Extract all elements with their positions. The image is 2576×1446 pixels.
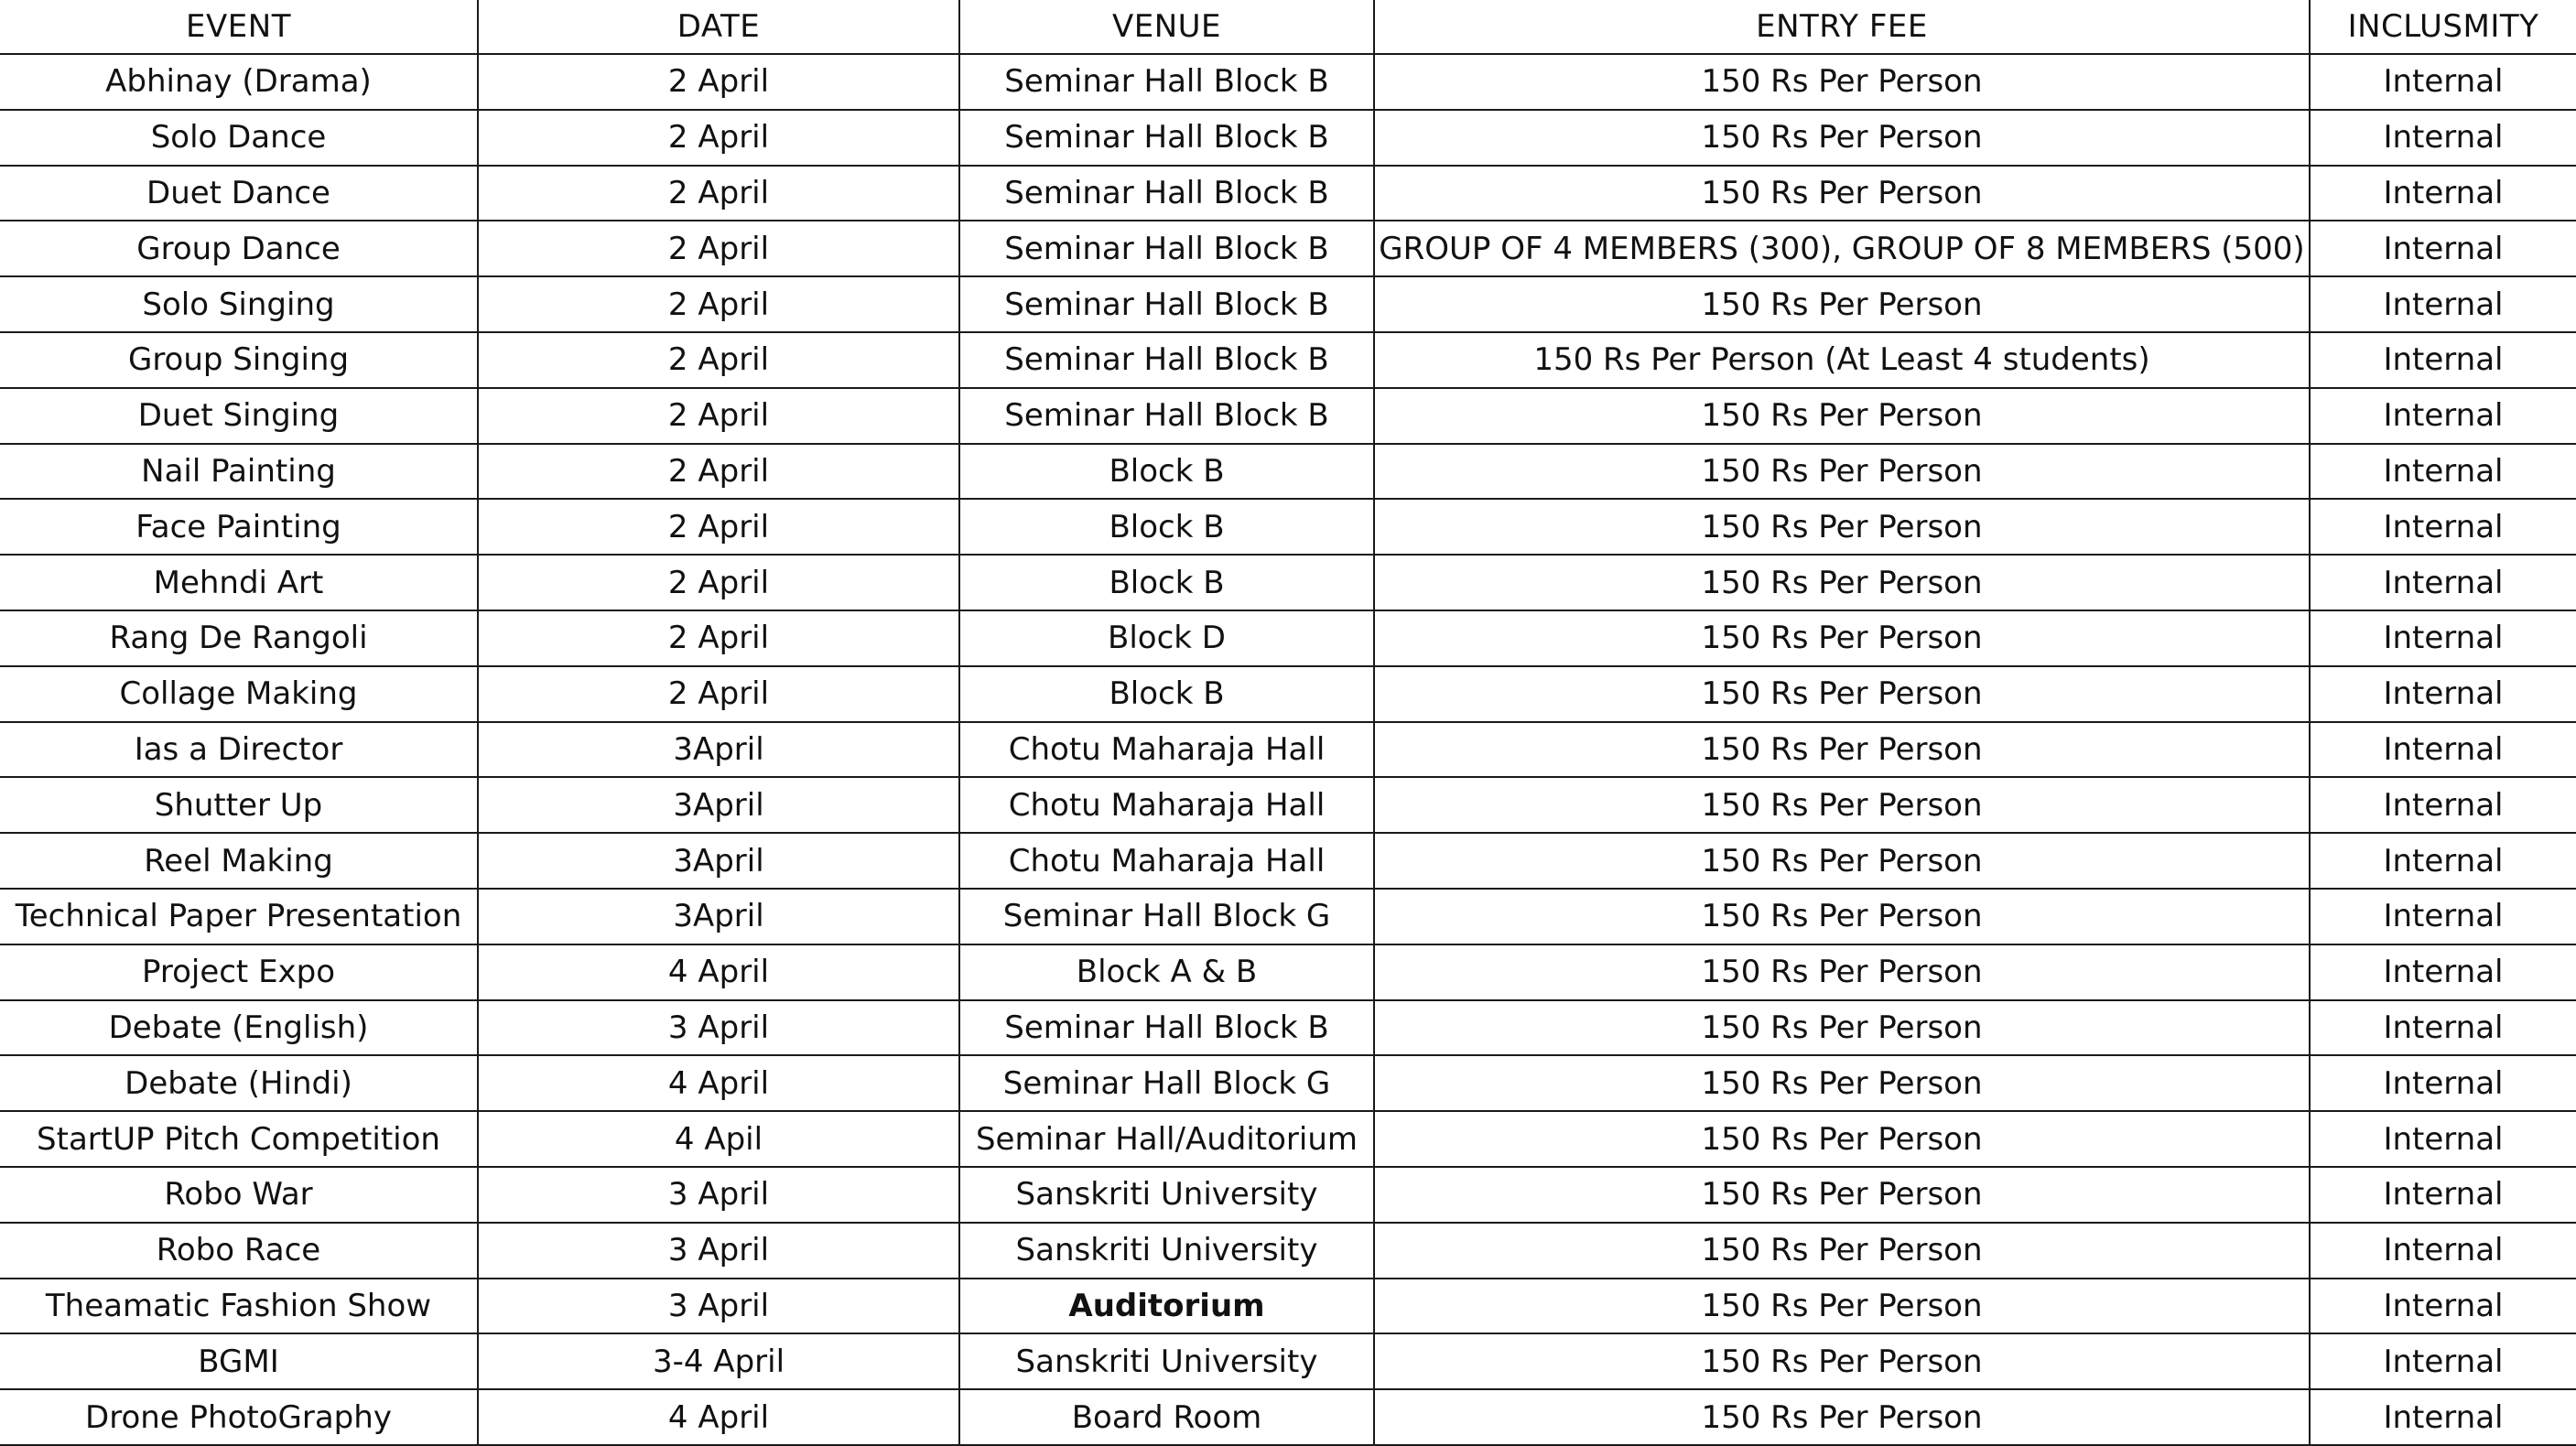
inclusivity-cell: Internal	[2310, 1279, 2576, 1334]
venue-cell: Sanskriti University	[959, 1167, 1374, 1223]
event-cell: Ias a Director	[0, 722, 478, 778]
entry-fee-cell: 150 Rs Per Person	[1374, 276, 2310, 332]
event-cell: Duet Dance	[0, 166, 478, 221]
entry-fee-cell: 150 Rs Per Person	[1374, 110, 2310, 166]
inclusivity-cell: Internal	[2310, 221, 2576, 276]
table-row	[0, 833, 2576, 889]
table-header	[0, 0, 2576, 54]
event-cell: Duet Singing	[0, 388, 478, 444]
entry-fee-cell: 150 Rs Per Person	[1374, 944, 2310, 1000]
venue-cell: Auditorium	[959, 1279, 1374, 1334]
event-cell: Collage Making	[0, 666, 478, 722]
table-row	[0, 110, 2576, 166]
venue-cell: Seminar Hall Block B	[959, 388, 1374, 444]
header-row	[0, 0, 2576, 54]
table-row	[0, 889, 2576, 944]
table-row	[0, 777, 2576, 833]
table-row	[0, 944, 2576, 1000]
event-cell: Group Dance	[0, 221, 478, 276]
event-cell: Drone PhotoGraphy	[0, 1389, 478, 1445]
entry-fee-cell: 150 Rs Per Person	[1374, 1000, 2310, 1056]
event-cell: Reel Making	[0, 833, 478, 889]
venue-cell: Seminar Hall/Auditorium	[959, 1111, 1374, 1167]
date-cell: 3-4 April	[478, 1333, 959, 1389]
table-row	[0, 610, 2576, 666]
entry-fee-cell: 150 Rs Per Person	[1374, 555, 2310, 610]
date-cell: 2 April	[478, 610, 959, 666]
date-cell: 2 April	[478, 499, 959, 555]
table-row	[0, 1333, 2576, 1389]
venue-cell: Seminar Hall Block G	[959, 1055, 1374, 1111]
entry-fee-cell: 150 Rs Per Person	[1374, 1167, 2310, 1223]
date-cell: 3April	[478, 722, 959, 778]
venue-cell: Block B	[959, 499, 1374, 555]
table-row	[0, 1111, 2576, 1167]
venue-cell: Chotu Maharaja Hall	[959, 777, 1374, 833]
entry-fee-cell: 150 Rs Per Person	[1374, 610, 2310, 666]
venue-cell: Board Room	[959, 1389, 1374, 1445]
entry-fee-cell: 150 Rs Per Person	[1374, 833, 2310, 889]
inclusivity-cell: Internal	[2310, 944, 2576, 1000]
inclusivity-cell: Internal	[2310, 1333, 2576, 1389]
event-cell: Robo Race	[0, 1223, 478, 1279]
date-cell: 2 April	[478, 166, 959, 221]
date-cell: 3April	[478, 777, 959, 833]
header-event: EVENT	[0, 0, 478, 54]
date-cell: 2 April	[478, 221, 959, 276]
date-cell: 2 April	[478, 276, 959, 332]
entry-fee-cell: 150 Rs Per Person	[1374, 54, 2310, 110]
venue-cell: Chotu Maharaja Hall	[959, 722, 1374, 778]
date-cell: 2 April	[478, 388, 959, 444]
event-cell: Robo War	[0, 1167, 478, 1223]
event-cell: Solo Dance	[0, 110, 478, 166]
entry-fee-cell: 150 Rs Per Person	[1374, 1111, 2310, 1167]
inclusivity-cell: Internal	[2310, 666, 2576, 722]
table-row	[0, 666, 2576, 722]
inclusivity-cell: Internal	[2310, 166, 2576, 221]
header-venue: VENUE	[959, 0, 1374, 54]
date-cell: 3 April	[478, 1167, 959, 1223]
table-row	[0, 1000, 2576, 1056]
table-row	[0, 555, 2576, 610]
date-cell: 2 April	[478, 110, 959, 166]
date-cell: 4 Apil	[478, 1111, 959, 1167]
inclusivity-cell: Internal	[2310, 110, 2576, 166]
date-cell: 2 April	[478, 332, 959, 388]
entry-fee-cell: 150 Rs Per Person (At Least 4 students)	[1374, 332, 2310, 388]
inclusivity-cell: Internal	[2310, 555, 2576, 610]
header-inclusivity: INCLUSMITY	[2310, 0, 2576, 54]
table-body	[0, 54, 2576, 1445]
venue-cell: Block B	[959, 555, 1374, 610]
entry-fee-cell: 150 Rs Per Person	[1374, 889, 2310, 944]
table-row	[0, 54, 2576, 110]
inclusivity-cell: Internal	[2310, 276, 2576, 332]
venue-cell: Block A & B	[959, 944, 1374, 1000]
entry-fee-cell: 150 Rs Per Person	[1374, 1389, 2310, 1445]
event-cell: Face Painting	[0, 499, 478, 555]
event-cell: StartUP Pitch Competition	[0, 1111, 478, 1167]
inclusivity-cell: Internal	[2310, 332, 2576, 388]
event-cell: Debate (Hindi)	[0, 1055, 478, 1111]
inclusivity-cell: Internal	[2310, 777, 2576, 833]
venue-cell: Sanskriti University	[959, 1333, 1374, 1389]
table-row	[0, 444, 2576, 500]
table-row	[0, 1389, 2576, 1445]
date-cell: 3 April	[478, 1223, 959, 1279]
table-row	[0, 166, 2576, 221]
inclusivity-cell: Internal	[2310, 444, 2576, 500]
header-date: DATE	[478, 0, 959, 54]
date-cell: 2 April	[478, 444, 959, 500]
date-cell: 3April	[478, 889, 959, 944]
venue-cell: Block B	[959, 444, 1374, 500]
event-cell: Project Expo	[0, 944, 478, 1000]
venue-cell: Seminar Hall Block B	[959, 332, 1374, 388]
entry-fee-cell: 150 Rs Per Person	[1374, 166, 2310, 221]
inclusivity-cell: Internal	[2310, 1055, 2576, 1111]
date-cell: 3April	[478, 833, 959, 889]
entry-fee-cell: 150 Rs Per Person	[1374, 499, 2310, 555]
event-cell: Debate (English)	[0, 1000, 478, 1056]
inclusivity-cell: Internal	[2310, 610, 2576, 666]
venue-cell: Seminar Hall Block B	[959, 110, 1374, 166]
date-cell: 4 April	[478, 1055, 959, 1111]
venue-cell: Seminar Hall Block B	[959, 166, 1374, 221]
table-row	[0, 1223, 2576, 1279]
table-row	[0, 221, 2576, 276]
venue-cell: Chotu Maharaja Hall	[959, 833, 1374, 889]
inclusivity-cell: Internal	[2310, 1389, 2576, 1445]
venue-cell: Seminar Hall Block B	[959, 1000, 1374, 1056]
date-cell: 4 April	[478, 944, 959, 1000]
event-cell: BGMI	[0, 1333, 478, 1389]
table-row	[0, 332, 2576, 388]
table-row	[0, 1279, 2576, 1334]
table-row	[0, 388, 2576, 444]
entry-fee-cell: 150 Rs Per Person	[1374, 722, 2310, 778]
venue-cell: Block B	[959, 666, 1374, 722]
entry-fee-cell: 150 Rs Per Person	[1374, 388, 2310, 444]
inclusivity-cell: Internal	[2310, 1223, 2576, 1279]
entry-fee-cell: 150 Rs Per Person	[1374, 1055, 2310, 1111]
date-cell: 2 April	[478, 666, 959, 722]
event-cell: Solo Singing	[0, 276, 478, 332]
venue-cell: Seminar Hall Block B	[959, 276, 1374, 332]
inclusivity-cell: Internal	[2310, 1111, 2576, 1167]
entry-fee-cell: 150 Rs Per Person	[1374, 777, 2310, 833]
venue-cell: Seminar Hall Block G	[959, 889, 1374, 944]
header-entry-fee: ENTRY FEE	[1374, 0, 2310, 54]
entry-fee-cell: 150 Rs Per Person	[1374, 666, 2310, 722]
venue-cell: Seminar Hall Block B	[959, 221, 1374, 276]
event-cell: Mehndi Art	[0, 555, 478, 610]
inclusivity-cell: Internal	[2310, 388, 2576, 444]
event-cell: Technical Paper Presentation	[0, 889, 478, 944]
inclusivity-cell: Internal	[2310, 722, 2576, 778]
event-cell: Abhinay (Drama)	[0, 54, 478, 110]
event-cell: Group Singing	[0, 332, 478, 388]
table-row	[0, 1167, 2576, 1223]
date-cell: 3 April	[478, 1279, 959, 1334]
inclusivity-cell: Internal	[2310, 499, 2576, 555]
entry-fee-cell: GROUP OF 4 MEMBERS (300), GROUP OF 8 MEMBERS (500)	[1374, 221, 2310, 276]
entry-fee-cell: 150 Rs Per Person	[1374, 1279, 2310, 1334]
entry-fee-cell: 150 Rs Per Person	[1374, 1223, 2310, 1279]
event-cell: Rang De Rangoli	[0, 610, 478, 666]
venue-cell: Seminar Hall Block B	[959, 54, 1374, 110]
table-row	[0, 499, 2576, 555]
event-cell: Shutter Up	[0, 777, 478, 833]
table-row	[0, 276, 2576, 332]
event-cell: Theamatic Fashion Show	[0, 1279, 478, 1334]
inclusivity-cell: Internal	[2310, 1167, 2576, 1223]
inclusivity-cell: Internal	[2310, 889, 2576, 944]
date-cell: 2 April	[478, 54, 959, 110]
table-row	[0, 722, 2576, 778]
entry-fee-cell: 150 Rs Per Person	[1374, 444, 2310, 500]
date-cell: 2 April	[478, 555, 959, 610]
date-cell: 3 April	[478, 1000, 959, 1056]
inclusivity-cell: Internal	[2310, 1000, 2576, 1056]
event-cell: Nail Painting	[0, 444, 478, 500]
venue-cell: Block D	[959, 610, 1374, 666]
venue-cell: Sanskriti University	[959, 1223, 1374, 1279]
table-row	[0, 1055, 2576, 1111]
entry-fee-cell: 150 Rs Per Person	[1374, 1333, 2310, 1389]
inclusivity-cell: Internal	[2310, 833, 2576, 889]
date-cell: 4 April	[478, 1389, 959, 1445]
inclusivity-cell: Internal	[2310, 54, 2576, 110]
